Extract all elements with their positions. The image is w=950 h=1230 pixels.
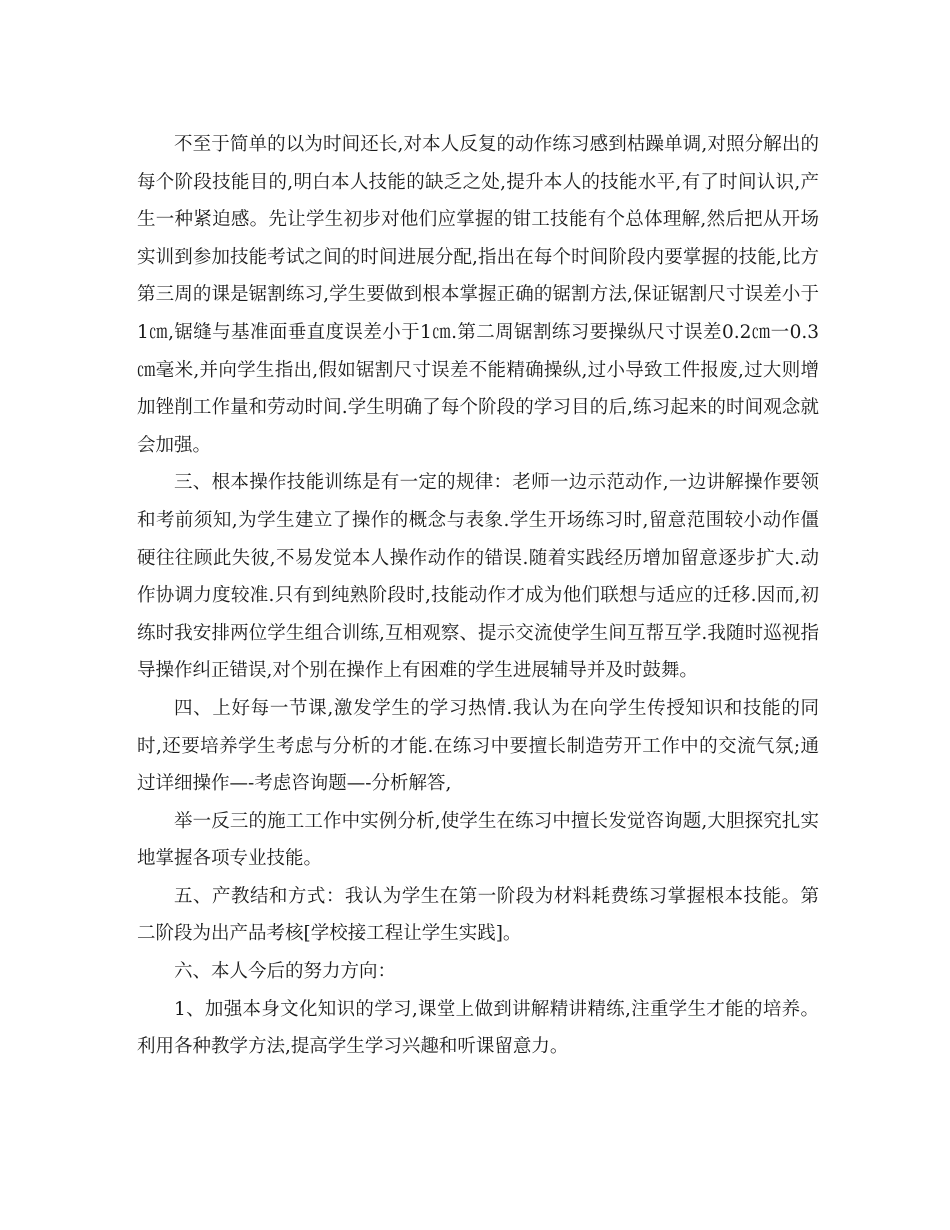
document-body — [137, 126, 819, 1066]
paragraph-basic-skills-training: 三、根本操作技能训练是有一定的规律：老师一边示范动作,一边讲解操作要领和考前须知,为学生建立了操作的概念与表象.学生开场练习时,留意范围较小动作僵硬往往顾此失彼,不易发觉本人操作动作的错误.随着实践经历增加留意逐步扩大.动作协调力度较准.只有到纯熟阶段时,技能动作才成为他们联想与适应的迁移.因而,初练时我安排两位学生组合训练,互相观察、提示交流使学生间互帮互学.我随时巡视指导操作纠正错误,对个别在操作上有困难的学生进展辅导并及时鼓舞。 — [137, 472, 819, 682]
paragraph-future-direction: 六、本人今后的努力方向： — [174, 961, 397, 983]
paragraph-teaching-enthusiasm: 四、上好每一节课,激发学生的学习热情.我认为在向学生传授知识和技能的同时,还要培养学生考虑与分析的才能.在练习中要擅长制造劳开工作中的交流气氛;通过详细操作—-考虑咨询题—-分析解答, — [137, 697, 819, 795]
paragraph-production-teaching: 五、产教结和方式：我认为学生在第一阶段为材料耗费练习掌握根本技能。第二阶段为出产品考核[学校接工程让学生实践]。 — [137, 885, 819, 945]
paragraph-self-improvement: 1、加强本身文化知识的学习,课堂上做到讲解精讲精练,注重学生才能的培养。利用各种教学方法,提高学生学习兴趣和听课留意力。 — [137, 998, 819, 1058]
paragraph-case-analysis: 举一反三的施工工作中实例分析,使学生在练习中擅长发觉咨询题,大胆探究扎实地掌握各项专业技能。 — [137, 810, 819, 870]
paragraph-time-planning: 不至于简单的以为时间还长,对本人反复的动作练习感到枯躁单调,对照分解出的每个阶段技能目的,明白本人技能的缺乏之处,提升本人的技能水平,有了时间认识,产生一种紧迫感。先让学生初步对他们应掌握的钳工技能有个总体理解,然后把从开场实训到参加技能考试之间的时间进展分配,指出在每个时间阶段内要掌握的技能,比方第三周的课是锯割练习,学生要做到根本掌握正确的锯割方法,保证锯割尺寸误差小于1㎝,锯缝与基准面垂直度误差小于1㎝.第二周锯割练习要操纵尺寸误差0.2㎝一0.3㎝毫米,并向学生指出,假如锯割尺寸误差不能精确操纵,过小导致工件报废,过大则增加锉削工作量和劳动时间.学生明确了每个阶段的学习目的后,练习起来的时间观念就会加强。 — [137, 134, 819, 456]
